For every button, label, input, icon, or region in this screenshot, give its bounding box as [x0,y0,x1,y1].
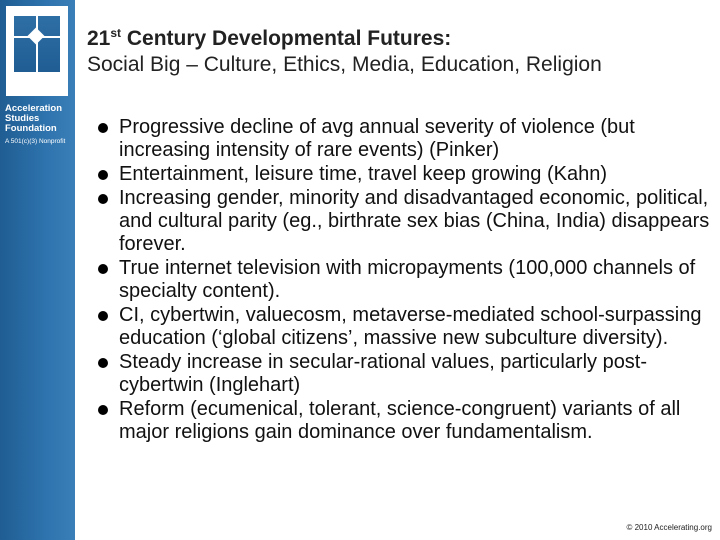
foundation-logo [6,6,68,96]
bullet-icon [98,405,108,415]
bullet-item: Steady increase in secular-rational values, particularly post-cybertwin (Inglehart) [98,351,710,397]
logo-emblem [14,16,60,72]
bullet-icon [98,358,108,368]
copyright-notice: © 2010 Accelerating.org [626,523,712,532]
bullet-item: Entertainment, leisure time, travel keep growing (Kahn) [98,163,710,186]
title-line-1: 21st Century Developmental Futures: [87,26,452,50]
slide-title [87,20,707,78]
org-name: Acceleration Studies Foundation [5,103,63,134]
bullet-item: CI, cybertwin, valuecosm, metaverse-mediated school-surpassing education (‘global citizens’, massive new subculture diversity). [98,304,710,350]
bullet-icon [98,170,108,180]
bullet-item: Progressive decline of avg annual severity of violence (but increasing intensity of rare events) (Pinker) [98,116,710,162]
bullet-item: Increasing gender, minority and disadvantaged economic, political, and cultural parity (eg., birthrate sex bias (China, India) disappears forever. [98,187,710,256]
bullet-icon [98,123,108,133]
bullet-list [98,116,710,445]
bullet-item: Reform (ecumenical, tolerant, science-congruent) variants of all major religions gain dominance over fundamentalism. [98,398,710,444]
bullet-icon [98,194,108,204]
bullet-icon [98,264,108,274]
org-subtitle: A 501(c)(3) Nonprofit [5,138,66,145]
star-icon [28,28,45,45]
title-line-2: Social Big – Culture, Ethics, Media, Education, Religion [87,53,602,76]
sidebar [0,0,75,540]
bullet-item: True internet television with micropayments (100,000 channels of specialty content). [98,257,710,303]
bullet-icon [98,311,108,321]
